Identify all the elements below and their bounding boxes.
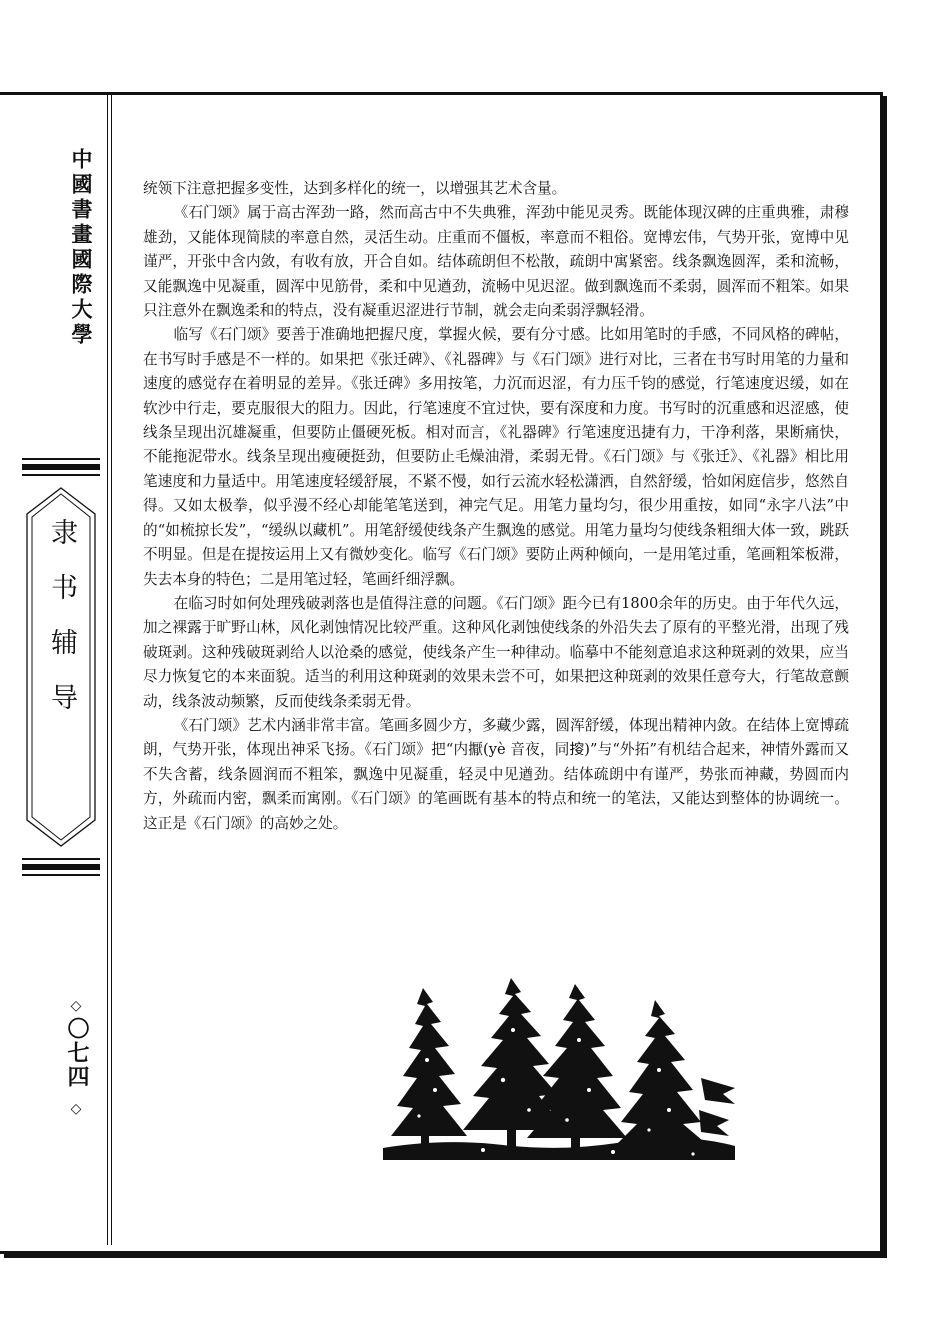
page-marker-bottom: ◇ [70, 1101, 82, 1117]
panel-bottom-rule [22, 858, 100, 860]
panel-bottom-rule-2 [22, 874, 100, 876]
paragraph: 在临习时如何处理残破剥落也是值得注意的问题。《石门颂》距今已有1800余年的历史。由于年代久远，加之裸露于旷野山林，风化剥蚀情况比较严重。这种风化剥蚀使线条的外沿失去了原有的平整光滑，出现了残破斑剥。这种残破斑剥给人以沧桑的感觉，使线条产生一种律动。临摹中不能刻意追求这种斑剥的效果，应当尽力恢复它的本来面貌。适当的利用这种斑剥的效果未尝不可，如果把这种斑剥的效果任意夸大，行笔故意颤动，线条波动频繁，反而使线条柔弱无骨。 [143, 594, 849, 710]
page-number: 〇七四 [64, 1017, 89, 1089]
university-name: 中國書畫國際大學 [69, 148, 93, 348]
section-panel [25, 486, 97, 848]
panel-top-bar [22, 464, 100, 470]
panel-bottom-bar [22, 864, 100, 870]
paragraph: 《石门颂》艺术内涵非常丰富。笔画多圆少方，多藏少露，圆浑舒缓，体现出精神内敛。在结体上宽博疏朗，气势开张，体现出神采飞扬。《石门颂》把“内擫(yè 音夜，同𢯱)”与“外拓”有机结合起来，神情外露而又不失含蓄，线条圆润而不粗笨，飘逸中见凝重，轻灵中见遒劲。结体疏朗中有谨严，势张而神藏，势圆而内方，外疏而内密，飘柔而寓刚。《石门颂》的笔画既有基本的特点和统一的笔法，又能达到整体的协调统一。这正是《石门颂》的高妙之处。 [143, 716, 849, 832]
margin-rule [107, 93, 108, 1245]
section-title: 隶书辅导 [46, 518, 77, 738]
body-text [143, 177, 849, 836]
panel-top-rule [22, 458, 100, 460]
page-number-block [58, 995, 94, 1120]
illustration [383, 970, 735, 1160]
paragraph: 临写《石门颂》要善于准确地把握尺度，掌握火候，要有分寸感。比如用笔时的手感，不同风格的碑帖，在书写时手感是不一样的。如果把《张迁碑》、《礼器碑》与《石门颂》进行对比，三者在书写时用笔的力量和速度的感觉存在着明显的差异。《张迁碑》多用按笔，力沉而迟涩，有力压千钧的感觉，行笔速度迟缓，如在软沙中行走，要克服很大的阻力。因此，行笔速度不宜过快，要有深度和力度。书写时的沉重感和迟涩感，使线条呈现出沉雄凝重，但要防止僵硬死板。相对而言，《礼器碑》行笔速度迅捷有力，干净利落，果断痛快，不能拖泥带水。线条呈现出瘦硬挺劲，但要防止毛燥油滑，柔弱无骨。《石门颂》与《张迁》、《礼器》相比用笔速度和力量适中。用笔速度轻缓舒展，不紧不慢，如行云流水轻松潇洒，自然舒缓，恰如闲庭信步，悠然自得。又如太极拳，似乎漫不经心却能笔笔送到，神完气足。用笔力量均匀，很少用重按，如同“永字八法”中的“如梳掠长发”，“缓纵以藏机”。用笔舒缓使线条产生飘逸的感觉。用笔力量均匀使线条粗细大体一致，跳跃不明显。但是在提按运用上又有微妙变化。临写《石门颂》要防止两种倾向，一是用笔过重，笔画粗笨板滞，失去本身的特色；二是用笔过轻，笔画纤细浮飘。 [143, 326, 849, 588]
page-marker-top: ◇ [70, 998, 82, 1014]
pine-trees-woodcut-icon [383, 970, 735, 1160]
margin-rule-inner [111, 93, 112, 1245]
paragraph: 统领下注意把握多变性，达到多样化的统一，以增强其艺术含量。 [143, 180, 567, 197]
paragraph: 《石门颂》属于高古浑劲一路，然而高古中不失典雅，浑劲中能见灵秀。既能体现汉碑的庄重典雅，肃穆雄劲，又能体现简牍的率意自然，灵活生动。庄重而不僵板，率意而不粗俗。宽博宏伟，气势开张，宽博中见谨严，开张中含内敛，有收有放，开合自如。结体疏朗但不松散，疏朗中寓紧密。线条飘逸圆浑，柔和流畅，又能飘逸中见凝重，圆浑中见筋骨，柔和中见遒劲，流畅中见迟涩。做到飘逸而不柔弱，圆浑而不粗笨。如果只注意外在飘逸柔和的特点，没有凝重迟涩进行节制，就会走向柔弱浮飘轻滑。 [143, 204, 849, 320]
panel-top-rule-2 [22, 474, 100, 476]
